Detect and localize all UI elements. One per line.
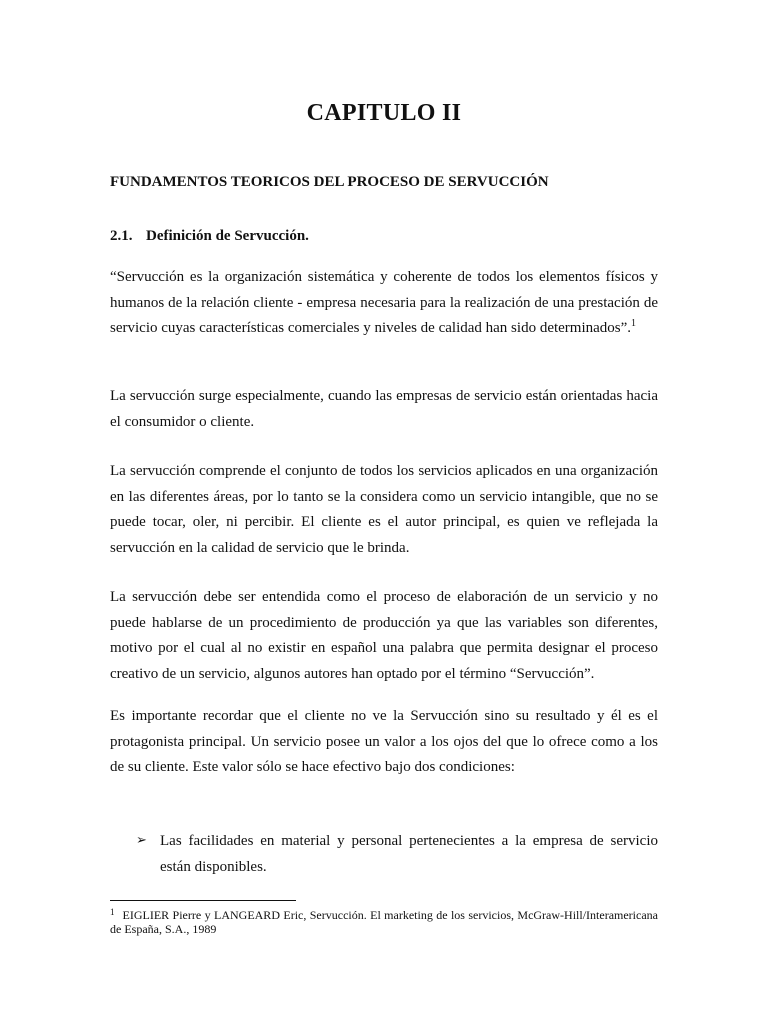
arrow-bullet-icon: ➢ xyxy=(136,833,147,848)
footnote xyxy=(110,908,658,936)
bullet-list-item xyxy=(136,828,658,880)
section-title: FUNDAMENTOS TEORICOS DEL PROCESO DE SERVUCCIÓN xyxy=(110,174,549,190)
subsection-heading xyxy=(110,228,658,245)
subsection-number: 2.1. xyxy=(110,228,133,244)
bullet-text: Las facilidades en material y personal pertenecientes a la empresa de servicio están disponibles. xyxy=(160,833,658,875)
paragraph-origin: La servucción surge especialmente, cuando las empresas de servicio están orientadas hacia el consumidor o cliente. xyxy=(110,388,658,430)
paragraph-value: Es importante recordar que el cliente no ve la Servucción sino su resultado y él es el protagonista principal. Un servicio posee un valor a los ojos del que lo ofrece como a los de su cliente. Este valor sólo se hace efectivo bajo dos condiciones: xyxy=(110,708,658,775)
footnote-text: EIGLIER Pierre y LANGEARD Eric, Servucción. El marketing de los servicios, McGraw-Hill/Interamericana de España, S.A., 1989 xyxy=(110,908,658,936)
subsection-title: Definición de Servucción. xyxy=(146,228,309,244)
paragraph-definition xyxy=(110,265,658,342)
footnote-divider xyxy=(110,900,296,901)
paragraph-scope: La servucción comprende el conjunto de todos los servicios aplicados en una organización en las diferentes áreas, por lo tanto se la considera como un servicio intangible, que no se puede tocar, oler, ni percibir. El cliente es el autor principal, es quien ve reflejada la servucción en la calidad de servicio que le brinda. xyxy=(110,463,658,556)
chapter-title: CAPITULO II xyxy=(306,100,462,126)
paragraph-process: La servucción debe ser entendida como el proceso de elaboración de un servicio y no puede hablarse de un procedimiento de producción ya que las variables son diferentes, motivo por el cual al no existir en español una palabra que permita designar el proceso creativo de un servicio, algunos autores han optado por el término “Servucción”. xyxy=(110,589,658,682)
paragraph-definition-text: “Servucción es la organización sistemática y coherente de todos los elementos físicos y humanos de la relación cliente - empresa necesaria para la realización de una prestación de servicio cuyas características comerciales y niveles de calidad han sido determinados”. xyxy=(110,269,658,336)
footnote-reference: 1 xyxy=(631,318,637,329)
footnote-number: 1 xyxy=(110,907,115,917)
